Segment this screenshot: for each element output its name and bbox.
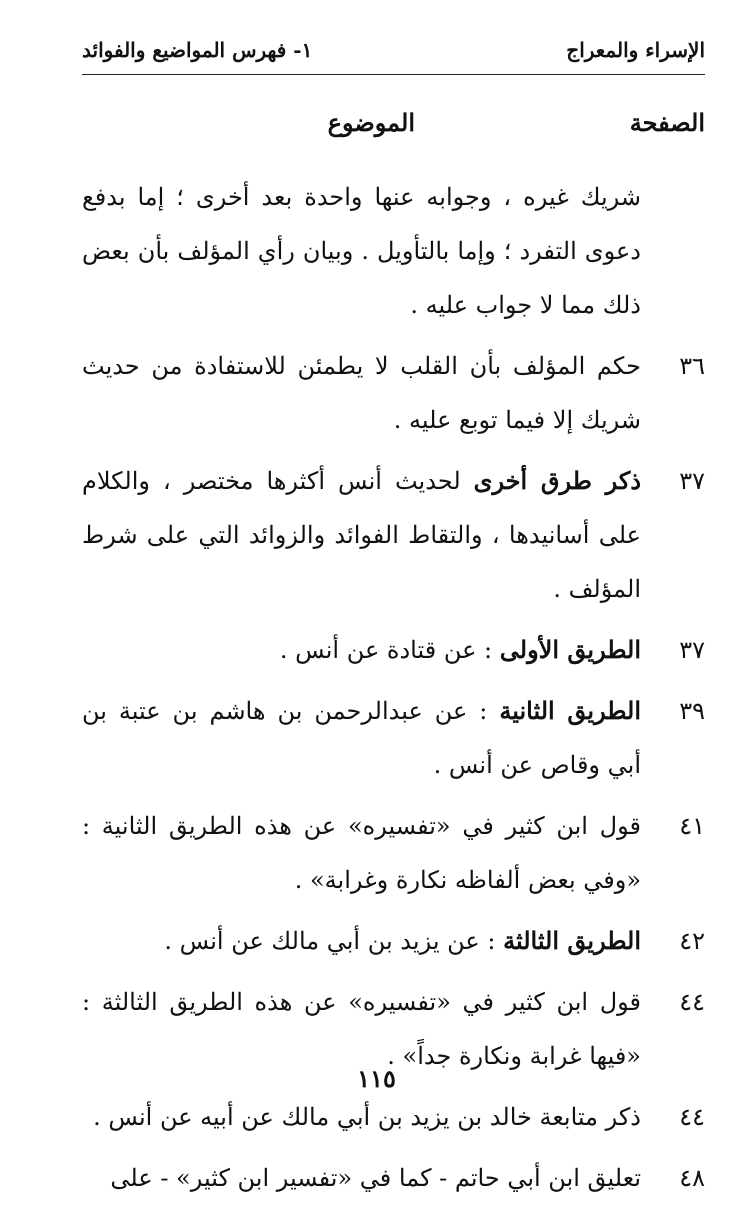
entry-body: حكم المؤلف بأن القلب لا يطمئن للاستفادة من حديث شريك إلا فيما توبع عليه . <box>82 352 641 434</box>
entry-text <box>82 1090 641 1144</box>
index-entry <box>82 339 705 447</box>
index-entry <box>82 1151 705 1205</box>
column-header-topic: الموضوع <box>327 108 415 137</box>
entry-page-number: ٣٦ <box>679 352 705 380</box>
entry-page-number: ٤٤ <box>679 988 705 1016</box>
entry-text <box>82 799 641 907</box>
entry-text <box>82 170 641 332</box>
entry-text <box>82 684 641 792</box>
entry-bold-heading: الطريق الأولى <box>499 635 641 664</box>
entry-page-number: ٣٧ <box>679 636 705 664</box>
index-entry <box>82 170 705 332</box>
entry-page-number: ٤٢ <box>679 927 705 955</box>
index-entry <box>82 1090 705 1144</box>
entry-text <box>82 339 641 447</box>
running-head-book-title: الإسراء والمعراج <box>566 38 705 62</box>
entry-text <box>82 623 641 677</box>
running-head-section-title: ١- فهرس المواضيع والفوائد <box>82 38 313 62</box>
entry-body: شريك غيره ، وجوابه عنها واحدة بعد أخرى ؛ إما بدفع دعوى التفرد ؛ وإما بالتأويل . وبيان رأي المؤلف بأن بعض ذلك مما لا جواب عليه . <box>82 183 641 319</box>
entry-body: ذكر متابعة خالد بن يزيد بن أبي مالك عن أبيه عن أنس . <box>93 1103 641 1131</box>
entry-body: تعليق ابن أبي حاتم - كما في «تفسير ابن كثير» - على <box>110 1164 641 1192</box>
entry-bold-heading: الطريق الثانية <box>499 696 642 725</box>
entry-body: قول ابن كثير في «تفسيره» عن هذه الطريق الثانية : «وفي بعض ألفاظه نكارة وغرابة» . <box>82 812 641 894</box>
entry-body: : عن عبدالرحمن بن هاشم بن عتبة بن أبي وقاص عن أنس . <box>82 697 641 779</box>
entry-page-number: ٤٤ <box>679 1103 705 1131</box>
entry-bold-heading: ذكر طرق أخرى <box>473 466 641 495</box>
column-headers <box>82 108 705 152</box>
index-entry <box>82 914 705 968</box>
entry-body: : عن قتادة عن أنس . <box>279 636 500 664</box>
entry-text <box>82 454 641 616</box>
index-entry <box>82 623 705 677</box>
entry-page-number: ٤١ <box>679 812 705 840</box>
entry-body: قول ابن كثير في «تفسيره» عن هذه الطريق الثالثة : «فيها غرابة ونكارة جداً» . <box>82 988 642 1070</box>
entry-text <box>82 914 641 968</box>
entry-body: : عن يزيد بن أبي مالك عن أنس . <box>164 927 504 955</box>
entry-body: لحديث أنس أكثرها مختصر ، والكلام على أسانيدها ، والتقاط الفوائد والزوائد التي على شرط المؤلف . <box>82 467 641 603</box>
index-entry <box>82 684 705 792</box>
index-entries <box>82 170 705 1212</box>
entry-page-number: ٣٩ <box>679 697 705 725</box>
running-head <box>82 26 705 75</box>
entry-page-number: ٤٨ <box>679 1164 705 1192</box>
entry-text <box>82 1151 641 1205</box>
index-entry <box>82 454 705 616</box>
entry-bold-heading: الطريق الثالثة <box>503 926 641 955</box>
index-entry <box>82 799 705 907</box>
column-header-page: الصفحة <box>629 108 705 137</box>
entry-page-number: ٣٧ <box>679 467 705 495</box>
page-number: ١١٥ <box>357 1064 396 1093</box>
